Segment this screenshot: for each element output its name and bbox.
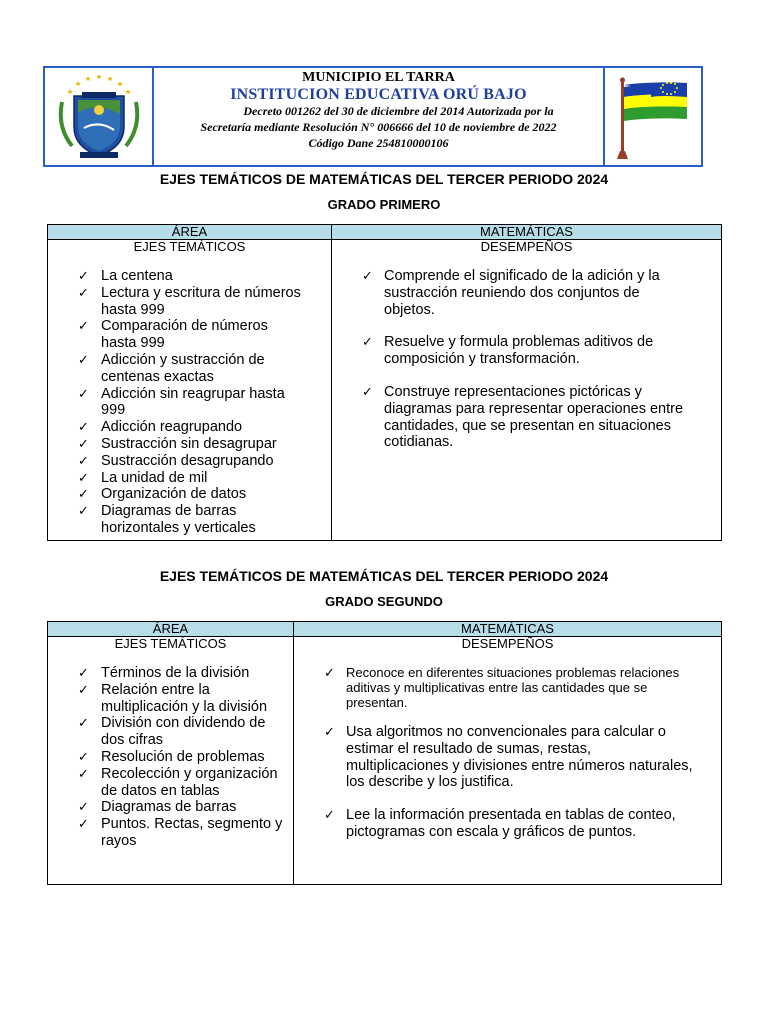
- check-icon: ✓: [324, 807, 335, 823]
- list-item: ✓ La centena: [78, 268, 173, 284]
- list-item: ✓ Puntos. Rectas, segmento y rayos: [78, 816, 283, 849]
- check-icon: ✓: [78, 385, 89, 401]
- list-item: ✓ Diagramas de barras horizontales y verticales: [78, 503, 256, 536]
- decree-line-2: Secretaría mediante Resolución N° 006666 del 10 de noviembre de 2022: [200, 120, 557, 134]
- section2-topics-list: [78, 665, 288, 850]
- section1-area-row: [48, 225, 722, 240]
- check-icon: ✓: [78, 284, 89, 300]
- list-item: ✓ División con dividendo de dos cifras: [78, 715, 266, 749]
- check-icon: ✓: [78, 318, 89, 334]
- section2-table: [47, 621, 722, 885]
- list-item: ✓ Reconoce en diferentes situaciones problemas relaciones aditivas y multiplicativas entre las cantidades que se presentan.: [324, 665, 680, 710]
- list-item: ✓ Comprende el significado de la adición y la sustracción reuniendo dos conjuntos de objetos.: [362, 268, 660, 318]
- list-item: ✓ Términos de la división: [78, 665, 250, 681]
- list-item: ✓ Construye representaciones pictóricas y diagramas para representar operaciones entre cantidades, que se presentan en situaciones cotidianas.: [362, 383, 684, 451]
- section1-title: EJES TEMÁTICOS DE MATEMÁTICAS DEL TERCER PERIODO 2024: [159, 171, 609, 187]
- section1-topics-cell: [48, 240, 332, 541]
- list-item: ✓ Adicción reagrupando: [78, 419, 243, 436]
- list-item: ✓ Diagramas de barras: [78, 799, 237, 816]
- check-icon: ✓: [362, 268, 373, 283]
- flag-cell: [605, 68, 701, 165]
- dane-code: Código Dane 254810000106: [308, 136, 449, 150]
- check-icon: ✓: [78, 799, 89, 815]
- section2-area-label: ÁREA: [48, 622, 294, 637]
- check-icon: ✓: [78, 715, 89, 731]
- check-icon: ✓: [78, 765, 89, 781]
- list-item: ✓ La unidad de mil: [78, 469, 208, 486]
- list-item: ✓ Recolección y organización de datos en tablas: [78, 765, 278, 799]
- check-icon: ✓: [78, 486, 89, 502]
- section2-performances-list: [324, 665, 696, 841]
- section2-content-row: [48, 637, 722, 885]
- list-item: ✓ Usa algoritmos no convencionales para calcular o estimar el resultado de sumas, restas, multiplicaciones y divisiones entre números naturales, los describe y los justifica.: [324, 724, 693, 791]
- section1-table: [47, 224, 722, 541]
- check-icon: ✓: [78, 435, 89, 451]
- check-icon: ✓: [78, 816, 89, 832]
- section2-area-row: [48, 622, 722, 637]
- decree-line-1: Decreto 001262 del 30 de diciembre del 2014 Autorizada por la: [243, 104, 554, 118]
- section2-title: EJES TEMÁTICOS DE MATEMÁTICAS DEL TERCER PERIODO 2024: [159, 568, 609, 584]
- list-item: ✓ Resolución de problemas: [78, 748, 265, 765]
- section2-topics-cell: [48, 637, 294, 885]
- section2-performances-cell: [294, 637, 722, 885]
- crest-cell: [45, 68, 154, 165]
- check-icon: ✓: [78, 268, 89, 283]
- section2-area-value: MATEMÁTICAS: [294, 622, 722, 637]
- section2-grade: GRADO SEGUNDO: [325, 594, 443, 609]
- check-icon: ✓: [78, 419, 89, 435]
- list-item: ✓ Adicción y sustracción de centenas exactas: [78, 351, 265, 385]
- list-item: ✓ Comparación de números hasta 999: [78, 318, 268, 352]
- check-icon: ✓: [78, 681, 89, 697]
- section1-grade: GRADO PRIMERO: [327, 197, 441, 212]
- section1-topics-header: EJES TEMÁTICOS: [133, 239, 246, 254]
- check-icon: ✓: [78, 452, 89, 468]
- check-icon: ✓: [362, 383, 373, 399]
- check-icon: ✓: [362, 334, 373, 350]
- list-item: ✓ Lee la información presentada en tablas de conteo, pictogramas con escala y gráficos de puntos.: [324, 807, 676, 840]
- list-item: ✓ Adicción sin reagrupar hasta 999: [78, 385, 285, 419]
- section1-content-row: [48, 240, 722, 541]
- section1-area-label: ÁREA: [48, 225, 332, 240]
- list-item: ✓ Organización de datos: [78, 486, 247, 503]
- list-item: ✓ Relación entre la multiplicación y la división: [78, 681, 268, 715]
- list-item: ✓ Lectura y escritura de números hasta 999: [78, 284, 301, 318]
- municipal-flag-icon: [611, 71, 695, 163]
- check-icon: ✓: [78, 748, 89, 764]
- section1-area-value: MATEMÁTICAS: [332, 225, 722, 240]
- check-icon: ✓: [324, 665, 335, 680]
- list-item: ✓ Resuelve y formula problemas aditivos de composición y transformación.: [362, 334, 654, 368]
- section2-performances-header: DESEMPEÑOS: [461, 636, 554, 651]
- list-item: ✓ Sustracción desagrupando: [78, 452, 274, 469]
- document-header: [43, 66, 703, 167]
- header-text-cell: [154, 68, 605, 165]
- section1-performances-list: [362, 268, 692, 451]
- section1-performances-header: DESEMPEÑOS: [480, 239, 573, 254]
- check-icon: ✓: [78, 351, 89, 367]
- section1-topics-list: [78, 268, 303, 537]
- check-icon: ✓: [78, 469, 89, 485]
- list-item: ✓ Sustracción sin desagrupar: [78, 435, 277, 452]
- institution-name: INSTITUCION EDUCATIVA ORÚ BAJO: [230, 86, 527, 103]
- check-icon: ✓: [78, 665, 89, 680]
- school-crest-icon: [54, 72, 144, 162]
- check-icon: ✓: [324, 724, 335, 739]
- section2-topics-header: EJES TEMÁTICOS: [114, 636, 227, 651]
- municipality-name: MUNICIPIO EL TARRA: [302, 70, 455, 85]
- check-icon: ✓: [78, 503, 89, 519]
- section1-performances-cell: [332, 240, 722, 541]
